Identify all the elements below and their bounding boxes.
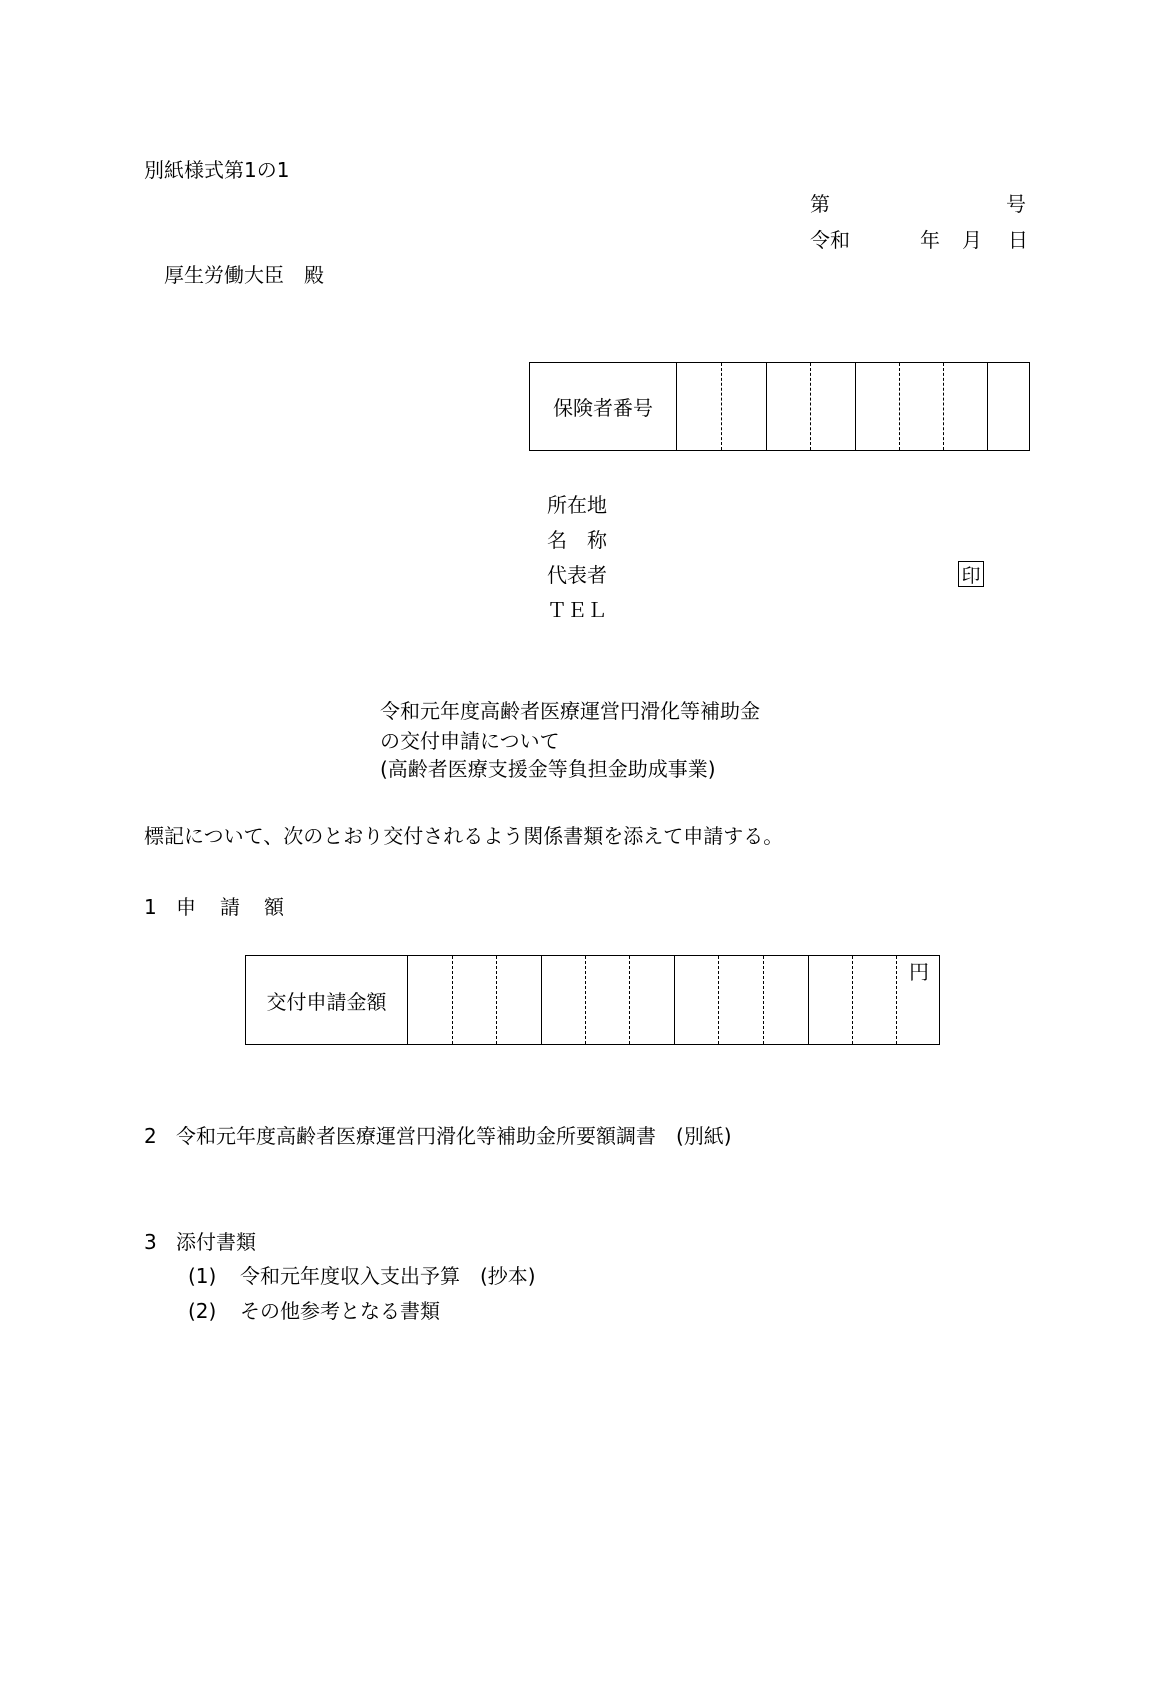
location-label: 所在地: [547, 493, 607, 517]
representative-label: 代表者: [547, 563, 607, 587]
date-year-label: 年: [920, 228, 940, 252]
amount-cell-divider: [541, 956, 542, 1044]
attachment-item-text: 令和元年度収入支出予算 (抄本): [240, 1264, 536, 1288]
attachment-item-number: (1): [188, 1264, 217, 1288]
document-title-line3: (高齢者医療支援金等負担金助成事業): [380, 757, 716, 781]
section2-number: 2: [144, 1124, 157, 1148]
document-number-suffix: 号: [1006, 192, 1026, 216]
insurer-number-cell-divider: [855, 363, 856, 450]
section2-text: 令和元年度高齢者医療運営円滑化等補助金所要額調書 (別紙): [176, 1124, 732, 1148]
amount-cell-divider: [452, 956, 453, 1044]
section1-number: 1: [144, 895, 157, 919]
amount-cell-divider: [629, 956, 630, 1044]
insurer-number-cell-divider: [721, 363, 722, 450]
date-day-label: 日: [1008, 228, 1028, 252]
section3-title: 添付書類: [176, 1230, 256, 1254]
application-amount-label: 交付申請金額: [246, 956, 408, 1044]
insurer-number-cell-divider: [766, 363, 767, 450]
name-label: 名 称: [547, 528, 607, 552]
addressee: 厚生労働大臣 殿: [164, 263, 324, 287]
document-title-line1: 令和元年度高齢者医療運営円滑化等補助金: [380, 699, 760, 723]
tel-label: ＴＥＬ: [547, 598, 607, 622]
insurer-number-cell-divider: [810, 363, 811, 450]
document-number-prefix: 第: [810, 192, 830, 216]
amount-cell-divider: [674, 956, 675, 1044]
amount-cell-divider: [718, 956, 719, 1044]
insurer-number-cell-divider: [987, 363, 988, 450]
amount-cell-divider: [496, 956, 497, 1044]
attachment-item-text: その他参考となる書類: [240, 1299, 440, 1323]
form-label: 別紙様式第1の1: [144, 158, 290, 182]
insurer-number-label: 保険者番号: [530, 363, 677, 450]
document-title-line2: の交付申請について: [380, 729, 560, 753]
application-statement: 標記について、次のとおり交付されるよう関係書類を添えて申請する。: [144, 824, 784, 848]
date-era: 令和: [810, 228, 850, 252]
insurer-number-cell-divider: [899, 363, 900, 450]
amount-cell-divider: [852, 956, 853, 1044]
amount-cell-divider: [808, 956, 809, 1044]
seal-mark: 印: [958, 561, 984, 587]
insurer-number-table: [529, 362, 1030, 451]
date-month-label: 月: [962, 228, 982, 252]
application-amount-table: [245, 955, 940, 1045]
attachment-item-number: (2): [188, 1299, 217, 1323]
amount-cell-divider: [763, 956, 764, 1044]
amount-cell-divider: [896, 956, 897, 1044]
section3-number: 3: [144, 1230, 157, 1254]
currency-unit: 円: [909, 960, 929, 984]
amount-cell-divider: [585, 956, 586, 1044]
section1-title: 申 請 額: [176, 895, 286, 919]
insurer-number-cell-divider: [943, 363, 944, 450]
